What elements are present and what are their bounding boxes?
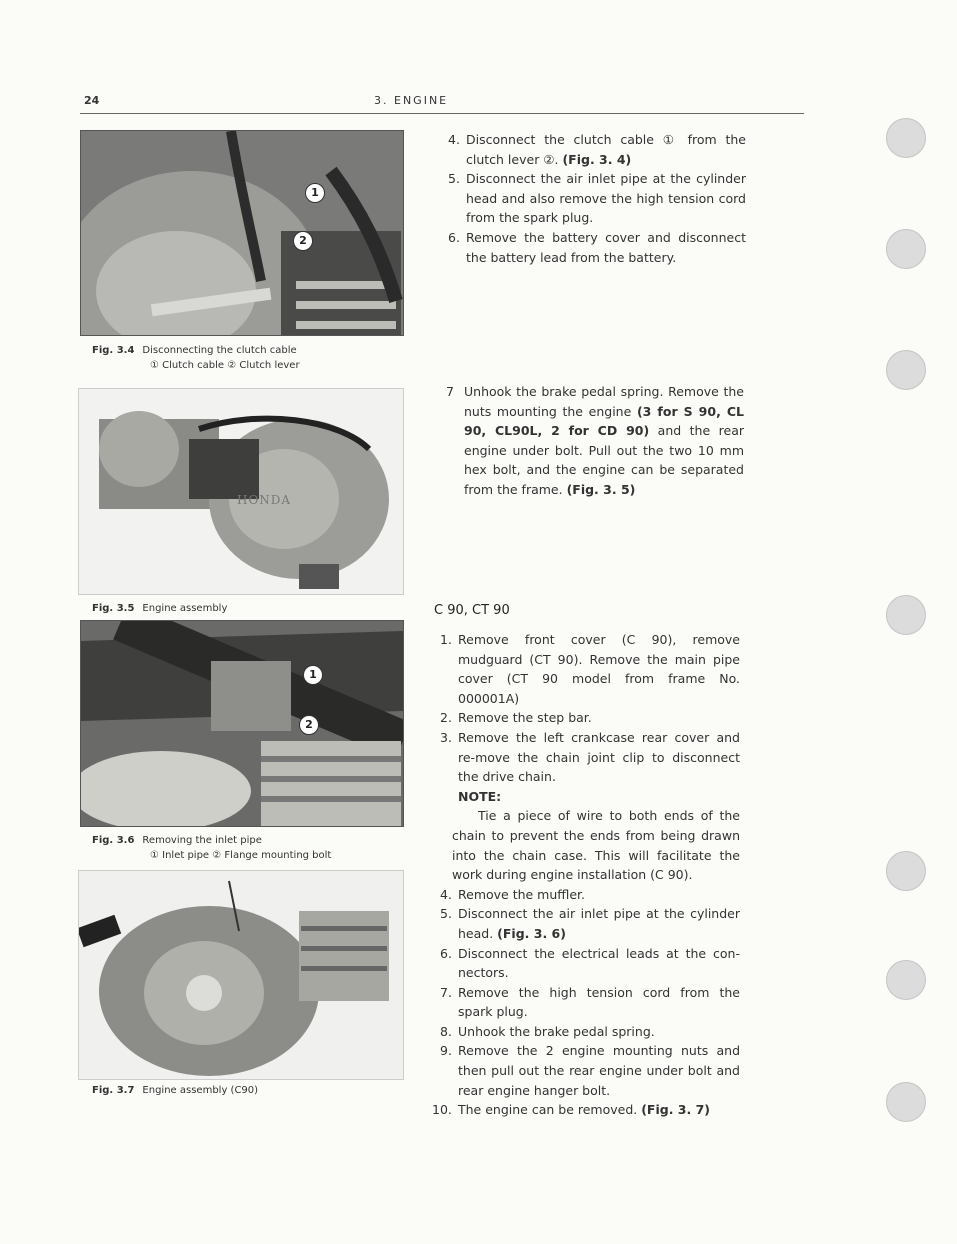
step-number: 2. (440, 710, 452, 726)
header-rule (80, 113, 804, 114)
step-number: 10. (432, 1102, 452, 1118)
step-item (448, 228, 746, 267)
note-body: Tie a piece of wire to both ends of the chain to prevent the ends from being drawn into the chain case. This will facilitate the work during engine installation (C 90). (452, 808, 740, 883)
figure-caption: Disconnecting the clutch cable (142, 345, 297, 356)
step-item (448, 169, 746, 228)
step-text: Disconnect the clutch cable ① from the clutch lever ②. (466, 132, 746, 167)
figure-caption: Removing the inlet pipe (142, 835, 262, 846)
step-number: 3. (440, 729, 452, 745)
punch-hole (886, 229, 926, 269)
step-text: Remove the 2 engine mounting nuts and then pull out the rear engine under bolt and rear engine hanger bolt. (458, 1043, 740, 1098)
page-number: 24 (84, 94, 100, 107)
section-heading: C 90, CT 90 (434, 603, 510, 618)
punch-hole (886, 118, 926, 158)
step-item (440, 1041, 740, 1100)
figure-3-6-photo (80, 620, 404, 827)
step-text: Remove the battery cover and disconnect the battery lead from the battery. (466, 229, 746, 265)
step-number: 4. (448, 132, 460, 147)
figure-caption: Engine assembly (142, 603, 228, 614)
figure-3-7-caption (92, 1083, 258, 1098)
step-text: Remove the high tension cord from the spark plug. (458, 984, 740, 1020)
figure-label: Fig. 3.4 (92, 345, 135, 356)
figure-3-4-photo (80, 130, 404, 336)
step-item (440, 983, 740, 1022)
step-number: 9. (440, 1043, 452, 1059)
figure-3-6-caption (92, 833, 331, 863)
callout-1: 1 (303, 665, 323, 685)
step-text: Unhook the brake pedal spring. (458, 1023, 655, 1039)
figure-label: Fig. 3.7 (92, 1085, 135, 1096)
step-number: 7. (440, 984, 452, 1000)
callout-2: 2 (293, 231, 313, 251)
figure-3-4-caption (92, 343, 300, 373)
figure-3-5-photo (78, 388, 404, 595)
figure-3-7-photo (78, 870, 404, 1080)
callout-1: 1 (305, 183, 325, 203)
step-item (440, 1022, 740, 1042)
step-item (448, 130, 746, 169)
step-text: Remove the muffler. (458, 886, 586, 902)
figure-ref: (Fig. 3. 7) (641, 1102, 711, 1118)
step-item (432, 1100, 740, 1120)
step-number: 1. (440, 632, 452, 647)
step-text: Disconnect the electrical leads at the con-nectors. (458, 945, 740, 981)
step-text: Disconnect the air inlet pipe at the cylinder head. (458, 906, 740, 941)
step-text: Unhook the brake pedal spring. Remove the nuts mounting the engine (464, 384, 744, 419)
step-number: 7 (446, 384, 454, 399)
steps-top (448, 130, 746, 267)
punch-hole (886, 595, 926, 635)
step-number: 6. (448, 229, 460, 245)
step-item (440, 885, 740, 905)
step-text: Remove front cover (C 90), remove mudguard (CT 90). Remove the main pipe cover (CT 90 model from frame No. 000001A) (458, 632, 740, 706)
step-number: 5. (440, 906, 452, 922)
step-number: 6. (440, 945, 452, 961)
step-7-block (446, 382, 744, 500)
step-item (440, 630, 740, 708)
step-bold-text: (3 for S 90, CL 90, CL90L, 2 for CD 90) (464, 403, 745, 439)
step-item (446, 382, 744, 500)
figure-legend: ① Clutch cable ② Clutch lever (150, 360, 300, 371)
note-heading: NOTE: (458, 788, 502, 804)
step-text: and the rear engine under bolt. Pull out the two 10 mm hex bolt, and the engine can be separated from the frame. (464, 423, 744, 497)
figure-ref: (Fig. 3. 6) (497, 925, 566, 941)
figure-ref: (Fig. 3. 4) (562, 151, 632, 167)
step-text: The engine can be removed. (458, 1102, 638, 1118)
step-number: 8. (440, 1023, 452, 1039)
figure-ref: (Fig. 3. 5) (566, 481, 636, 497)
step-text: Remove the left crankcase rear cover and re-move the chain joint clip to disconnect the drive chain. (458, 729, 740, 785)
callout-2: 2 (299, 715, 319, 735)
figure-label: Fig. 3.5 (92, 603, 135, 614)
step-text: Remove the step bar. (458, 710, 592, 726)
step-item (440, 728, 740, 787)
punch-hole (886, 350, 926, 390)
punch-hole (886, 1082, 926, 1122)
step-item (440, 904, 740, 943)
section-title: 3. ENGINE (374, 94, 449, 107)
punch-hole (886, 851, 926, 891)
step-item (440, 708, 740, 728)
figure-label: Fig. 3.6 (92, 835, 135, 846)
punch-hole (886, 960, 926, 1000)
honda-logo: HONDA (237, 493, 292, 507)
step-item (440, 944, 740, 983)
figure-legend: ① Inlet pipe ② Flange mounting bolt (150, 850, 332, 861)
figure-caption: Engine assembly (C90) (142, 1085, 259, 1096)
steps-c90 (432, 630, 740, 1120)
step-text: Disconnect the air inlet pipe at the cylinder head and also remove the high tension cord from the spark plug. (466, 171, 746, 226)
figure-3-5-caption (92, 601, 227, 616)
step-number: 5. (448, 171, 460, 187)
step-number: 4. (440, 886, 452, 902)
